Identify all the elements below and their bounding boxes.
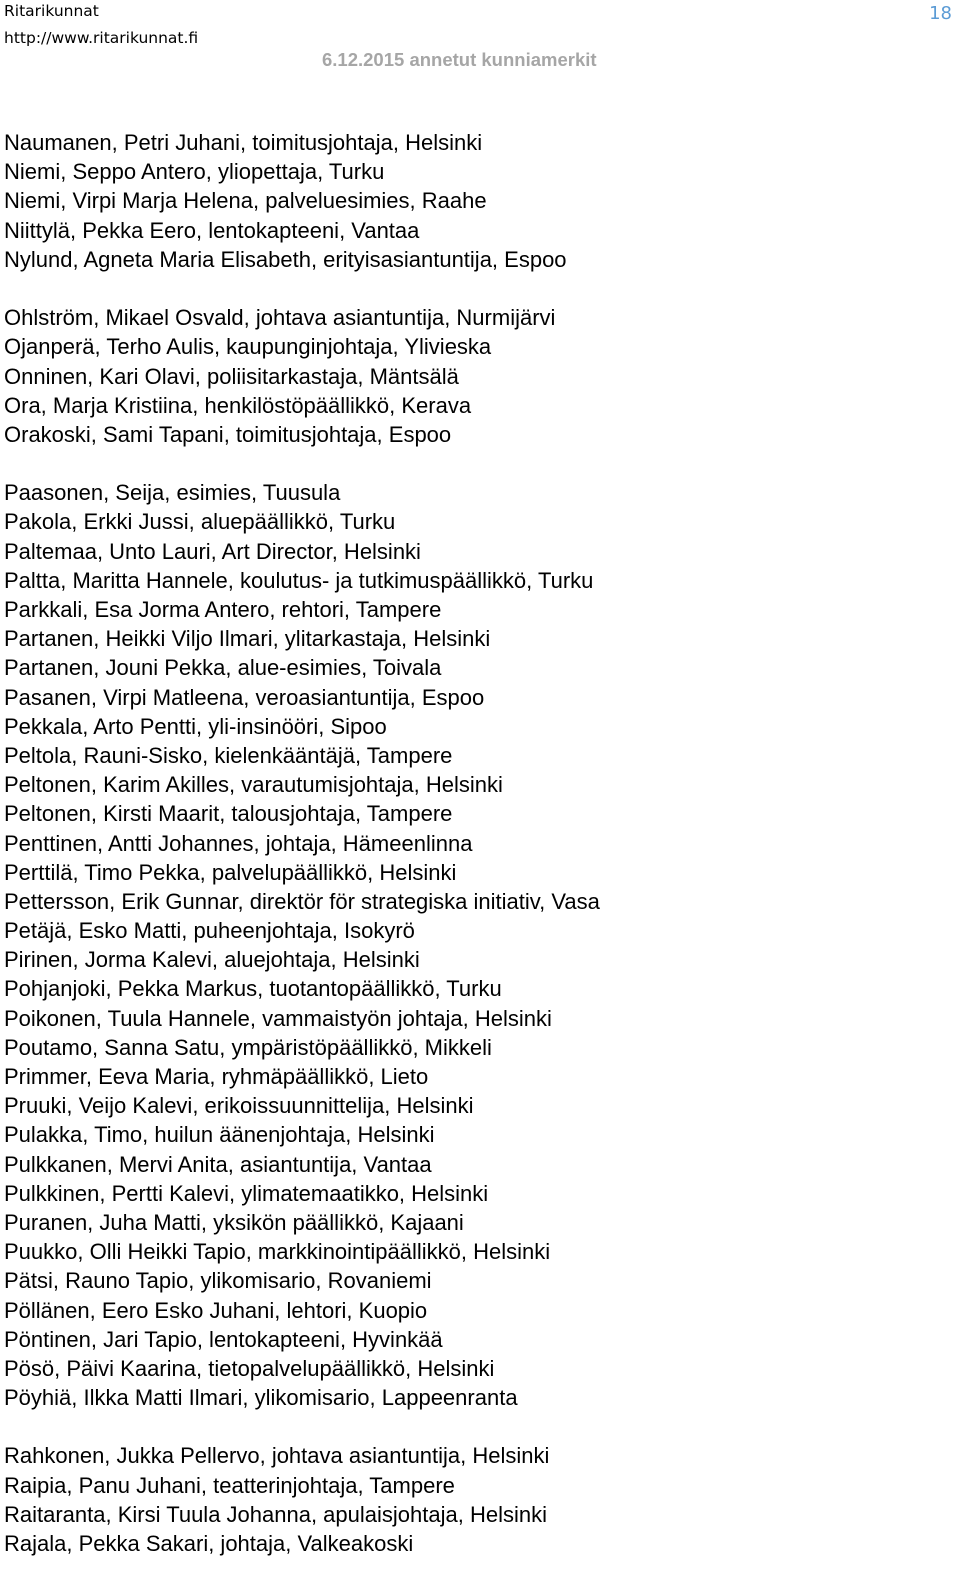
list-item: Pruuki, Veijo Kalevi, erikoissuunnittelija, Helsinki: [4, 1093, 474, 1119]
list-item: Peltonen, Karim Akilles, varautumisjohtaja, Helsinki: [4, 772, 503, 798]
list-item: Pekkala, Arto Pentti, yli-insinööri, Sipoo: [4, 713, 387, 739]
list-item: Onninen, Kari Olavi, poliisitarkastaja, Mäntsälä: [4, 363, 459, 389]
list-item: Penttinen, Antti Johannes, johtaja, Hämeenlinna: [4, 830, 473, 856]
list-item: Puukko, Olli Heikki Tapio, markkinointipäällikkö, Helsinki: [4, 1239, 551, 1265]
letter-group: [4, 128, 944, 274]
list-item: Pöyhiä, Ilkka Matti Ilmari, ylikomisario, Lappeenranta: [4, 1385, 518, 1411]
list-item: Pettersson, Erik Gunnar, direktör för strategiska initiativ, Vasa: [4, 888, 600, 914]
list-item: Pulkkinen, Pertti Kalevi, ylimatemaatikko, Helsinki: [4, 1180, 489, 1206]
list-item: Niemi, Virpi Marja Helena, palveluesimies, Raahe: [4, 188, 487, 214]
list-item: Pätsi, Rauno Tapio, ylikomisario, Rovaniemi: [4, 1268, 432, 1294]
site-name: Ritarikunnat: [4, 2, 99, 20]
list-item: Ohlström, Mikael Osvald, johtava asiantuntija, Nurmijärvi: [4, 305, 556, 331]
list-item: Niemi, Seppo Antero, yliopettaja, Turku: [4, 159, 385, 185]
list-item: Raipia, Panu Juhani, teatterinjohtaja, Tampere: [4, 1472, 455, 1498]
list-item: Raitaranta, Kirsi Tuula Johanna, apulaisjohtaja, Helsinki: [4, 1501, 547, 1527]
list-item: Peltola, Rauni-Sisko, kielenkääntäjä, Tampere: [4, 742, 453, 768]
list-item: Pulkkanen, Mervi Anita, asiantuntija, Vantaa: [4, 1151, 432, 1177]
list-item: Paltemaa, Unto Lauri, Art Director, Helsinki: [4, 538, 421, 564]
letter-group: [4, 303, 944, 449]
list-item: Partanen, Jouni Pekka, alue-esimies, Toivala: [4, 655, 442, 681]
letter-group: [4, 1441, 944, 1558]
list-item: Pulakka, Timo, huilun äänenjohtaja, Helsinki: [4, 1122, 435, 1148]
list-item: Paasonen, Seija, esimies, Tuusula: [4, 480, 341, 506]
letter-group: [4, 478, 944, 1412]
list-item: Petäjä, Esko Matti, puheenjohtaja, Isokyrö: [4, 918, 415, 944]
list-item: Niittylä, Pekka Eero, lentokapteeni, Vantaa: [4, 217, 420, 243]
list-item: Perttilä, Timo Pekka, palvelupäällikkö, Helsinki: [4, 859, 457, 885]
list-item: Paltta, Maritta Hannele, koulutus- ja tutkimuspäällikkö, Turku: [4, 567, 594, 593]
list-item: Pakola, Erkki Jussi, aluepäällikkö, Turku: [4, 509, 396, 535]
list-item: Poikonen, Tuula Hannele, vammaistyön johtaja, Helsinki: [4, 1005, 552, 1031]
list-item: Pöntinen, Jari Tapio, lentokapteeni, Hyvinkää: [4, 1326, 443, 1352]
site-url: http://www.ritarikunnat.fi: [4, 29, 199, 47]
list-item: Naumanen, Petri Juhani, toimitusjohtaja, Helsinki: [4, 130, 483, 155]
honor-list: [4, 128, 944, 1558]
list-item: Puranen, Juha Matti, yksikön päällikkö, Kajaani: [4, 1209, 464, 1235]
page-title: 6.12.2015 annetut kunniamerkit: [322, 49, 597, 70]
page-number: 18: [929, 3, 952, 24]
list-item: Primmer, Eeva Maria, ryhmäpäällikkö, Lieto: [4, 1064, 429, 1089]
list-item: Orakoski, Sami Tapani, toimitusjohtaja, Espoo: [4, 421, 452, 447]
list-item: Rahkonen, Jukka Pellervo, johtava asiantuntija, Helsinki: [4, 1443, 550, 1469]
list-item: Pösö, Päivi Kaarina, tietopalvelupäällikkö, Helsinki: [4, 1355, 495, 1381]
list-item: Peltonen, Kirsti Maarit, talousjohtaja, Tampere: [4, 801, 453, 827]
list-item: Poutamo, Sanna Satu, ympäristöpäällikkö, Mikkeli: [4, 1034, 492, 1060]
list-item: Ojanperä, Terho Aulis, kaupunginjohtaja, Ylivieska: [4, 334, 492, 360]
list-item: Parkkali, Esa Jorma Antero, rehtori, Tampere: [4, 597, 442, 622]
list-item: Ora, Marja Kristiina, henkilöstöpäällikkö, Kerava: [4, 392, 472, 418]
list-item: Partanen, Heikki Viljo Ilmari, ylitarkastaja, Helsinki: [4, 626, 491, 652]
list-item: Pöllänen, Eero Esko Juhani, lehtori, Kuopio: [4, 1297, 428, 1323]
list-item: Nylund, Agneta Maria Elisabeth, erityisasiantuntija, Espoo: [4, 246, 567, 272]
list-item: Pirinen, Jorma Kalevi, aluejohtaja, Helsinki: [4, 947, 420, 973]
list-item: Pasanen, Virpi Matleena, veroasiantuntija, Espoo: [4, 684, 485, 710]
list-item: Rajala, Pekka Sakari, johtaja, Valkeakoski: [4, 1531, 414, 1556]
list-item: Pohjanjoki, Pekka Markus, tuotantopäällikkö, Turku: [4, 976, 502, 1002]
